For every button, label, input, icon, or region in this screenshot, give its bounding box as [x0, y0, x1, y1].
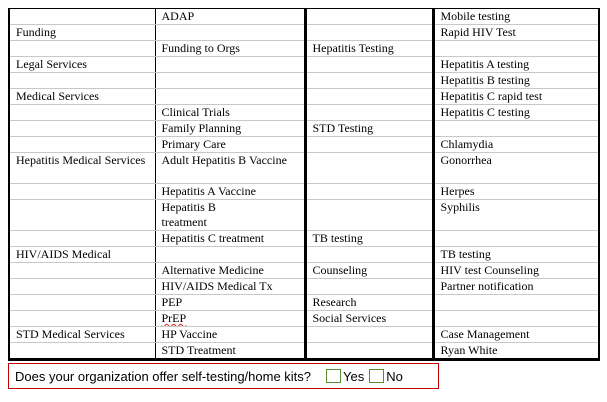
- service-cell: ADAP: [155, 9, 305, 25]
- service-category-cell: [305, 25, 433, 41]
- service-category-cell: [9, 121, 155, 137]
- service-cell: [433, 311, 599, 327]
- service-cell: Ryan White: [433, 343, 599, 360]
- service-cell: HP Vaccine: [155, 327, 305, 343]
- service-category-cell: [9, 9, 155, 25]
- service-category-cell: [305, 153, 433, 184]
- table-row: [9, 57, 599, 73]
- service-category-cell: STD Testing: [305, 121, 433, 137]
- table-row: [9, 200, 599, 231]
- service-cell: Funding to Orgs: [155, 41, 305, 57]
- table-row: [9, 89, 599, 105]
- service-category-cell: Funding: [9, 25, 155, 41]
- service-cell: Herpes: [433, 184, 599, 200]
- service-cell: [155, 73, 305, 89]
- service-cell: [155, 25, 305, 41]
- service-category-cell: TB testing: [305, 231, 433, 247]
- service-category-cell: [9, 105, 155, 121]
- table-row: [9, 73, 599, 89]
- service-category-cell: [9, 279, 155, 295]
- service-cell: [155, 311, 305, 327]
- service-cell: [433, 121, 599, 137]
- service-category-cell: [305, 343, 433, 360]
- service-category-cell: [305, 200, 433, 231]
- services-table: [8, 8, 600, 361]
- service-category-cell: [305, 9, 433, 25]
- service-category-cell: [9, 295, 155, 311]
- service-cell: Hepatitis A Vaccine: [155, 184, 305, 200]
- table-row: [9, 263, 599, 279]
- service-category-cell: [9, 343, 155, 360]
- service-cell: [155, 57, 305, 73]
- service-category-cell: Legal Services: [9, 57, 155, 73]
- service-cell: Clinical Trials: [155, 105, 305, 121]
- question-text: Does your organization offer self-testing/home kits?: [15, 368, 312, 384]
- service-cell: Case Management: [433, 327, 599, 343]
- yes-label: Yes: [343, 368, 365, 384]
- service-category-cell: [305, 247, 433, 263]
- service-cell: Adult Hepatitis B Vaccine: [155, 153, 305, 184]
- no-label: No: [386, 368, 403, 384]
- no-checkbox[interactable]: [369, 369, 384, 383]
- service-category-cell: [305, 89, 433, 105]
- table-row: [9, 121, 599, 137]
- table-row: [9, 25, 599, 41]
- service-category-cell: [305, 73, 433, 89]
- service-cell: TB testing: [433, 247, 599, 263]
- service-cell: [433, 295, 599, 311]
- service-category-cell: [9, 200, 155, 231]
- service-cell: Alternative Medicine: [155, 263, 305, 279]
- table-row: [9, 41, 599, 57]
- service-category-cell: Hepatitis Testing: [305, 41, 433, 57]
- service-cell: [433, 231, 599, 247]
- service-cell: Mobile testing: [433, 9, 599, 25]
- service-cell: Family Planning: [155, 121, 305, 137]
- service-cell: HIV test Counseling: [433, 263, 599, 279]
- service-category-cell: [305, 184, 433, 200]
- service-cell: Hepatitis B treatment: [155, 200, 305, 231]
- service-cell: Rapid HIV Test: [433, 25, 599, 41]
- table-row: [9, 279, 599, 295]
- service-category-cell: Hepatitis Medical Services: [9, 153, 155, 184]
- service-cell: Primary Care: [155, 137, 305, 153]
- table-row: [9, 343, 599, 360]
- service-category-cell: Counseling: [305, 263, 433, 279]
- service-cell: PEP: [155, 295, 305, 311]
- table-row: [9, 327, 599, 343]
- service-category-cell: [9, 311, 155, 327]
- service-category-cell: [305, 279, 433, 295]
- service-category-cell: [305, 105, 433, 121]
- service-cell: Hepatitis B testing: [433, 73, 599, 89]
- service-cell: Hepatitis C treatment: [155, 231, 305, 247]
- table-row: [9, 137, 599, 153]
- table-row: [9, 295, 599, 311]
- service-category-cell: [305, 327, 433, 343]
- table-row: [9, 231, 599, 247]
- table-row: [9, 311, 599, 327]
- service-cell: Hepatitis A testing: [433, 57, 599, 73]
- service-category-cell: [9, 184, 155, 200]
- service-category-cell: HIV/AIDS Medical: [9, 247, 155, 263]
- service-category-cell: [9, 231, 155, 247]
- service-cell: HIV/AIDS Medical Tx: [155, 279, 305, 295]
- service-cell: [433, 41, 599, 57]
- service-category-cell: Social Services: [305, 311, 433, 327]
- service-cell: Hepatitis C rapid test: [433, 89, 599, 105]
- service-cell: Syphilis: [433, 200, 599, 231]
- service-cell: STD Treatment: [155, 343, 305, 360]
- table-row: [9, 105, 599, 121]
- service-cell: Hepatitis C testing: [433, 105, 599, 121]
- table-row: [9, 247, 599, 263]
- table-row: [9, 9, 599, 25]
- service-cell: Chlamydia: [433, 137, 599, 153]
- service-category-cell: [9, 73, 155, 89]
- service-category-cell: [305, 137, 433, 153]
- spellcheck-flagged-text: PrEP: [161, 311, 187, 325]
- service-cell: Partner notification: [433, 279, 599, 295]
- service-category-cell: Research: [305, 295, 433, 311]
- service-cell: Gonorrhea: [433, 153, 599, 184]
- service-category-cell: [9, 137, 155, 153]
- service-category-cell: [9, 263, 155, 279]
- service-cell: [155, 89, 305, 105]
- service-cell: [155, 247, 305, 263]
- table-row: [9, 184, 599, 200]
- service-category-cell: [9, 41, 155, 57]
- service-category-cell: Medical Services: [9, 89, 155, 105]
- self-testing-question: [8, 363, 439, 389]
- service-category-cell: [305, 57, 433, 73]
- service-category-cell: STD Medical Services: [9, 327, 155, 343]
- yes-checkbox[interactable]: [326, 369, 341, 383]
- table-row: [9, 153, 599, 184]
